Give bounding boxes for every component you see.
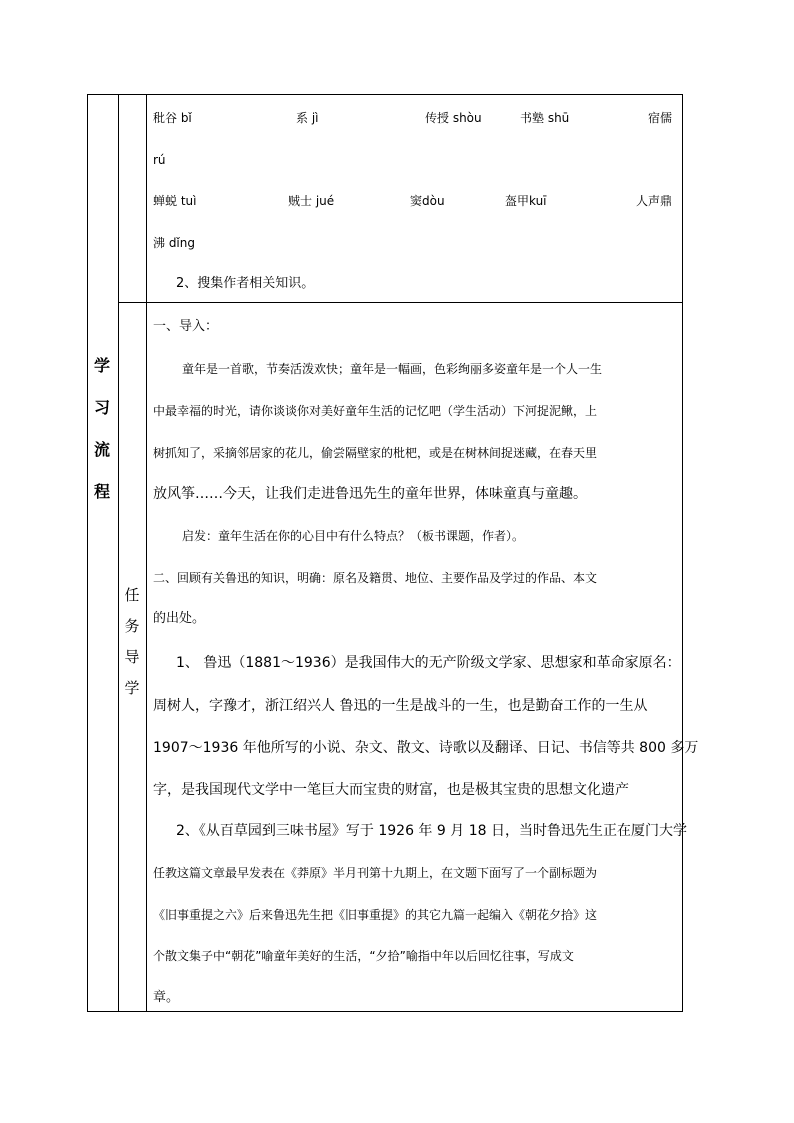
vocab-item: 盔甲kuī (505, 194, 547, 208)
heading-review: 的出处。 (153, 611, 206, 626)
table-divider (118, 94, 119, 1012)
table-divider (118, 302, 683, 303)
vocab-item: 系 jì (296, 111, 319, 125)
paragraph-2-line: 个散文集子中“朝花”喻童年美好的生活，“夕拾”喻指中年以后回忆往事，写成文 (153, 949, 574, 963)
intro-line: 树抓知了，采摘邻居家的花儿，偷尝隔壁家的枇杷，或是在树林间捉迷藏，在春天里 (153, 446, 598, 460)
paragraph-1-line: 字，是我国现代文学中一笔巨大而宝贵的财富，也是极其宝贵的思想文化遗产 (153, 782, 629, 798)
paragraph-1-line: 1907～1936 年他所写的小说、杂文、散文、诗歌以及翻译、日记、书信等共 800 多万 (153, 740, 699, 756)
vocab-item: 秕谷 bǐ (153, 111, 192, 125)
vocab-item: 人声鼎 (636, 194, 673, 208)
vocab-item-wrap: 沸 dǐng (153, 236, 195, 250)
paragraph-2-line: 2、《从百草园到三味书屋》写于 1926 年 9 月 18 日，当时鲁迅先生正在厦门大学 (176, 823, 687, 839)
vocab-item: 贼士 jué (288, 194, 335, 208)
intro-line: 放风筝……今天，让我们走进鲁迅先生的童年世界，体味童真与童趣。 (153, 486, 587, 502)
task-item-2: 2、搜集作者相关知识。 (176, 276, 315, 291)
section-label-learning-process: 学 习 流 程 (93, 356, 110, 501)
prompt-line: 启发：童年生活在你的心目中有什么特点？（板书课题，作者）。 (182, 529, 525, 543)
vocab-item: 书塾 shū (520, 111, 570, 125)
vocab-item: 蝉蜕 tuì (153, 194, 197, 208)
heading-intro: 一、导入： (153, 319, 219, 334)
paragraph-2-line: 章。 (153, 990, 180, 1005)
vocab-item: 窦dòu (410, 194, 445, 208)
vocab-item: 传授 shòu (425, 111, 482, 125)
heading-review: 二、回顾有关鲁迅的知识，明确：原名及籍贯、地位、主要作品及学过的作品、本文 (153, 571, 598, 585)
table-divider (146, 94, 147, 1012)
section-label-task-guide: 任 务 导 学 (124, 586, 140, 697)
vocab-item: 宿儒 (648, 111, 673, 125)
vocab-item-wrap: rú (153, 153, 166, 167)
paragraph-2-line: 任教这篇文章最早发表在《莽原》半月刊第十九期上，在文题下面写了一个副标题为 (153, 866, 598, 880)
paragraph-1-line: 周树人，字豫才，浙江绍兴人 鲁迅的一生是战斗的一生，也是勤奋工作的一生从 (153, 698, 648, 714)
paragraph-1-line: 1、 鲁迅（1881～1936）是我国伟大的无产阶级文学家、思想家和革命家原名： (176, 655, 681, 671)
paragraph-2-line: 《旧事重提之六》后来鲁迅先生把《旧事重提》的其它九篇一起编入《朝花夕拾》这 (153, 908, 598, 922)
intro-line: 中最幸福的时光，请你谈谈你对美好童年生活的记忆吧（学生活动）下河捉泥鳅，上 (153, 404, 598, 418)
intro-line: 童年是一首歌，节奏活泼欢快；童年是一幅画，色彩绚丽多姿童年是一个人一生 (182, 362, 603, 376)
